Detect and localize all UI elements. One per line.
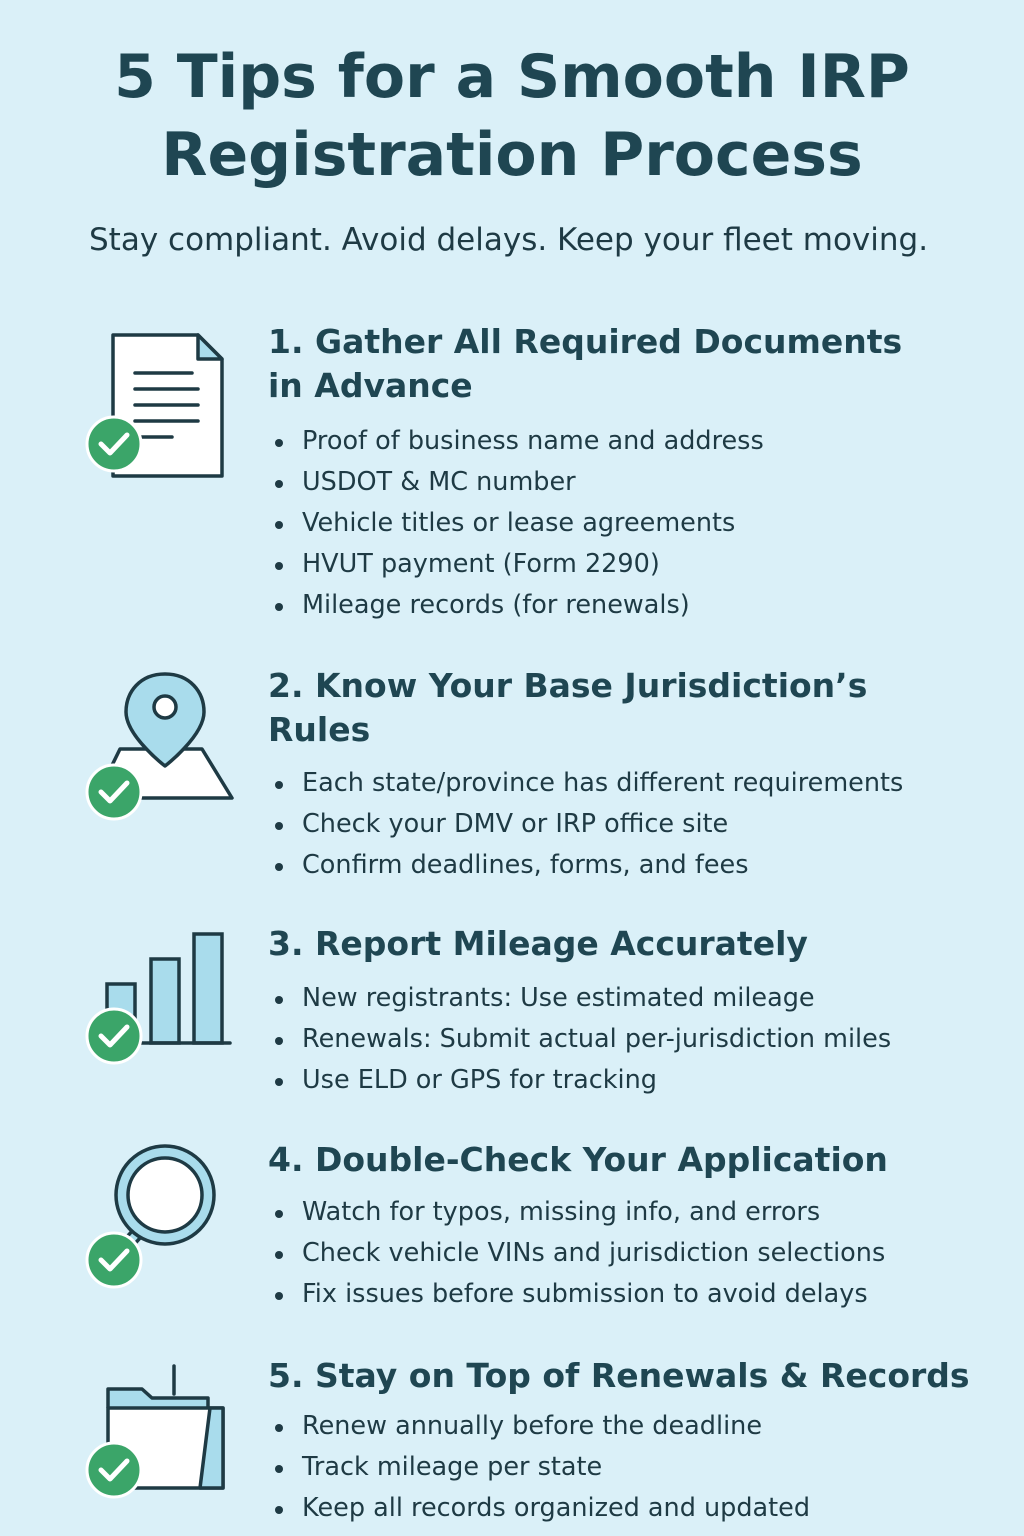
tip-2-heading: 2. Know Your Base Jurisdiction’s Rules — [268, 666, 868, 749]
list-item: Check your DMV or IRP office site — [272, 804, 903, 845]
check-badge-icon — [87, 1443, 141, 1497]
tip-4-heading: 4. Double-Check Your Application — [268, 1140, 888, 1179]
tip-3-heading: 3. Report Mileage Accurately — [268, 924, 808, 963]
list-item: Use ELD or GPS for tracking — [272, 1060, 891, 1101]
list-item: Track mileage per state — [272, 1447, 810, 1488]
list-item: Vehicle titles or lease agreements — [272, 503, 764, 544]
list-item: Each state/province has different requirements — [272, 763, 903, 804]
check-badge-icon — [87, 1009, 141, 1063]
magnifier-icon — [80, 1138, 245, 1303]
list-item: New registrants: Use estimated mileage — [272, 978, 891, 1019]
list-item: Confirm deadlines, forms, and fees — [272, 845, 903, 886]
list-item: Fix issues before submission to avoid delays — [272, 1274, 885, 1315]
check-badge-icon — [87, 1233, 141, 1287]
page-subtitle: Stay compliant. Avoid delays. Keep your fleet moving. — [89, 222, 929, 258]
list-item: Proof of business name and address — [272, 421, 764, 462]
tip-1-heading: 1. Gather All Required Documents in Advance — [268, 322, 903, 405]
title-line-2: Registration Process — [161, 120, 863, 190]
folder-icon — [80, 1354, 245, 1519]
list-item: Renewals: Submit actual per-jurisdiction miles — [272, 1019, 891, 1060]
bar-chart-icon — [80, 922, 245, 1087]
document-icon — [80, 320, 245, 485]
page-title — [0, 38, 1024, 194]
tip-4-bullets — [272, 1192, 885, 1315]
list-item: HVUT payment (Form 2290) — [272, 544, 764, 585]
list-item: Renew annually before the deadline — [272, 1406, 810, 1447]
tip-5-heading: 5. Stay on Top of Renewals & Records — [268, 1356, 970, 1395]
check-badge-icon — [87, 417, 141, 471]
list-item: Watch for typos, missing info, and errors — [272, 1192, 885, 1233]
list-item: USDOT & MC number — [272, 462, 764, 503]
list-item: Check vehicle VINs and jurisdiction selections — [272, 1233, 885, 1274]
list-item: Keep all records organized and updated — [272, 1488, 810, 1529]
tip-2-bullets — [272, 763, 903, 886]
tip-3-bullets — [272, 978, 891, 1101]
check-badge-icon — [87, 765, 141, 819]
tip-1-bullets — [272, 421, 764, 626]
list-item: Mileage records (for renewals) — [272, 585, 764, 626]
title-line-1: 5 Tips for a Smooth IRP — [114, 42, 910, 112]
tip-5-bullets — [272, 1406, 810, 1529]
map-pin-icon — [80, 664, 245, 829]
